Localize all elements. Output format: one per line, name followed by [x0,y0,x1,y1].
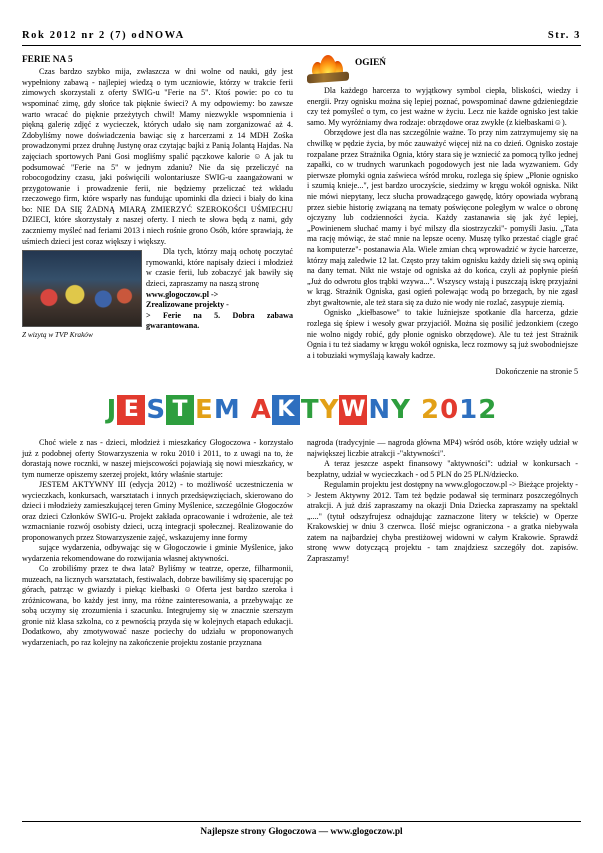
article-jestem-aktywny-left [22,438,293,648]
banner-jestem-aktywny-2012 [22,390,581,430]
banner-letter: T [166,395,194,425]
ferie-paragraph-2: Dla tych, którzy mają ochotę poczytać rymowanki, które napisały dzieci i młodzież w czasie ferii, lub zobaczyć jak bawiły się dzieci, zapraszamy na naszą stronę [146,247,293,289]
banner-letter: 2 [478,395,497,426]
website-link-line-3[interactable]: > Ferie na 5. Dobra zabawa gwarantowana. [146,310,293,331]
ogien-paragraph-1: Dla każdego harcerza to wyjątkowy symbol ciepła, bliskości, wiedzy i energii. Przy ognisku można się lepiej poznać, powspominać dawne gdzieniegdzie czy też pomyśleć o tym, co jest ważne w życiu. Lecz nie każde ognisko jest takie samo. My wyróżniamy dwa rodzaje: obrzędowe oraz zwykłe (z kiełbaskami☺). [307,86,578,127]
aktywny-right-paragraph-3: Regulamin projektu jest dostępny na www.glogoczow.pl -> Bieżące projekty -> Jestem Aktywny 2012. Tam też będzie podawał się terminarz poszczególnych atrakcji. A już dziś zapraszamy na okazji Dnia Dziecka zapraszamy na spektakl „...." (tytuł odszyfrujesz odnajdując zaznaczone litery w tekście) w Operze Krakowskiej w dniu 3 czerwca. Ilość miejsc ograniczona - a gratka niebywała zatem na najbardziej chyba prestiżowej widowni w całym Krakowie. Sprawdź stronę www dotyczącą projektu - tam znajdziesz szczegóły dot. zapisów. Zapraszamy! [307,480,578,563]
banner-letter: S [146,395,166,426]
page-footer [22,821,581,837]
website-link-line-1[interactable]: www.glogoczow.pl -> [146,289,219,299]
banner-letter: J [106,395,117,426]
banner-letter: 2 [420,395,440,426]
photo-tvp-krakow [22,250,142,327]
banner-letter: 0 [440,395,459,426]
banner-letter: Y [319,395,339,426]
article-ferie-na-5 [22,54,293,378]
article-title-ferie: FERIE NA 5 [22,55,73,65]
banner-letter: E [117,395,145,425]
aktywny-right-paragraph-1: nagroda (tradycyjnie — nagroda główna MP4) wśród osób, które wzięły udział w największej liczbie atrakcji -"aktywności". [307,438,578,458]
banner-letter: E [195,395,213,426]
banner-letter: Y [391,395,410,426]
article-title-ogien: OGIEŃ [355,58,386,68]
issue-info: Rok 2012 nr 2 (7) odNOWA [22,30,185,41]
footer-website[interactable]: Najlepsze strony Głogoczowa — www.glogoczow.pl [200,827,403,837]
article-jestem-aktywny-right [307,438,578,648]
ogien-paragraph-3: Ognisko „kiełbasowe" to takie luźniejsze spotkanie dla harcerza, gdzie rozlega się śpiew i wesoły gwar przyjaciół. Można się posilić jedzonkiem (czego nie wolno nigdy robić, gdy płonie ognisko obrzędowe). Ale tu też jest Strażnik Ognia i tu też siadamy w kręgu wokół ogniska, lecz rozmowy są już swobodniejsze a i tobuziaki wymyślają kawały kadrze. [307,308,578,360]
banner-letter: 1 [459,395,478,426]
page-number: Str. 3 [547,30,581,41]
bottom-columns [22,438,581,648]
banner-letter: M [213,395,240,426]
aktywny-paragraph-2: JESTEM AKTYWNY III (edycja 2012) - to możliwość uczestniczenia w wycieczkach, konkursach, warsztatach i innych przedsięwzięciach, skierowano do dzieci i młodzieży zamieszkującej teren Gminy Myślenice, szczególnie Głogoczów oraz dzieci Członków SWIG-u. Projekt zakłada opracowanie i wdrożenie, ale też wzmacnianie rozwój osobisty dzieci, uczą integracji społecznej. Realizowanie do proponowanych przez Stowarzyszenie zajęć, wskazujemy inne formy [22,480,293,542]
aktywny-right-paragraph-2: A teraz jeszcze aspekt finansowy "aktywności": udział w konkursach - bezpłatny, udział w wycieczkach - od 5 PLN do 25 PLN/dziecko. [307,459,578,479]
banner-letter: W [339,395,367,425]
page-header [22,0,581,45]
photo-block [22,250,140,340]
header-divider [22,45,581,46]
ferie-paragraph-1: Czas bardzo szybko mija, zwłaszcza w dni wolne od nauki, gdy jest wypełniony zabawą - najlepiej wiedzą o tym uczniowie, którzy w trakcie ferii zimowych skorzystali z oferty SWIG-u "Ferie na 5". Ktoś powie: po co tu wspominać zimę, gdy słońce tak pięknie świeci? A my odpowiemy: bo zawsze warto wracać do pięknie przeżytych chwil! Mamy niezwykle wspomnienia i piękną galerię zdjęć z wycieczek, których udało się nam zorganizować aż 4. Zdobyliśmy nowe doświadczenia bawiąc się z harcerzami z 14 MDH Zośka prowadzonymi przez druhnę Justynę oraz czytając bajki z Panią Jolantą Hajdas. Na zajęciach sportowych Pani Gosi mogliśmy spalić pączkowe kalorie ☺ A jak tu podsumować "Ferie na 5" w jednym zdaniu? Nie da się przeliczyć na robocogodziny czasu, jaki poświęcili wolontariusze SWIG-u zaangażowani w przygotowanie i prowadzenie ferii, nie będziemy przeliczać też wkładu rzeczowego firm, które wsparły nas fundując upominki dla dzieci i biały do kina bo: NIE DA SIĘ ŻADNĄ MIARĄ ZMIERZYĆ SZEROKOŚCI UŚMIECHU DZIECI, które skorzystały z naszej oferty. I niech te słowa będą z nami, gdy zaczniemy myśleć nad feriami 2013 i niech rośnie grono Osób, które sprawiają, że uśmiech dzieci jest coraz większy i większy. [22,67,293,246]
website-link-line-2[interactable]: Zrealizowane projekty - [146,300,229,310]
aktywny-paragraph-1: Choć wiele z nas - dzieci, młodzież i mieszkańcy Głogoczowa - korzystało już z podobnej oferty Stowarzyszenia w roku 2010 i 2011, to z uwagi na to, że dorastają nowe rocznki, w naszej miejscowości pojawiają się nowi mieszkańcy, w tym numerze opiszemy szerzej projekt, który właśnie startuje: [22,438,293,479]
continuation-note: Dokończenie na stronie 5 [495,367,578,377]
banner-letter: N [368,395,391,426]
aktywny-paragraph-3: sujące wydarzenia, odbywając się w Głogoczowie i gminie Myślenice, jako wydarzenia rekomendowane do rozwijania własnej aktywności. [22,543,293,563]
ogien-paragraph-2: Obrzędowe jest dla nas szczególnie ważne. To przy nim zatrzymujemy się na chwilkę w pędzie życia, by móc zauważyć więcej niż na co dzień. Ognisko zostaje rozpalane przez Strażnika Ognia, który stara się je wzniecić za pomocą tylko jednej zapałki, co w trudnych warunkach pogodowych jest nie lada wyzwaniem. Gdy pierwsze płomyki ognia zaświeca wśród mroku, rozlega się śpiew „Płonie ognisko i szumią knieje...", jest bardzo uroczyście, siedzimy w kręgu wokół ogniska. Nikt nie mówi niepytany, lecz słucha prowadzącego gawędę, który opowiada wybraną przez siebie historię związaną na tematy poświęcone poległym w walce o obronę ojczyzny lub codzienności życia. Każdy zastanawia się jak żyć lepiej, „Powinienem słuchać mamy i być milszy dla siostrzyczki"- pomyśli Jasiu. „Tata ma rację mówiąc, że stać mnie na lepsze oceny. Muszę tylko przestać ciągle grać na komputerze"- postanawia Ala. Wiele zmian chcą wprowadzić w życie harcerze, którzy mają zaledwie 12 lat. Często przy takim ognisku każdy dzieli się swą opinią na dany temat. Nikt nie wstaje od ogniska aż do końca, czyli aż popłynie pieśń „Już do odwrotu głos trąbki wzywa...". Wszyscy wstają i puszczają iskrę przyjaźni w krąg. Strażnik Ogniska, gasi ogień polewając wodą po brzegach, by nie zgasł zbyt gwałtownie, ale też stara się za dużo nie wody nie rozlać, zasypuje ziemią. [307,128,578,307]
campfire-icon [307,54,349,84]
banner-letter: T [300,395,319,426]
article-ogien [307,54,578,378]
photo-caption: Z wizytą w TVP Kraków [22,330,93,340]
footer-divider [22,821,581,822]
top-columns [22,54,581,378]
aktywny-paragraph-4: Co zrobiliśmy przez te dwa lata? Byliśmy w teatrze, operze, filharmonii, muzeach, na licznych warsztatach, festiwalach, dobrze bawiliśmy się spacerując po górach, patrząc w gwiazdy i piekąc kiełbaski ☺ Oferta jest bardzo szeroka i zróżnicowana, bo każdy jest inny, ma różne zainteresowania, a przebywając ze sobą uczymy się zrozumienia i szacunku. Integrujemy się w znacznie szerszym gronie niż klasa szkolna, co z pewnością przyda się w kolejnych etapach edukacji. Dodatkowo, aby zmotywować nasze pociechy do udziału w proponowanych wydarzeniach, po raz kolejny na zakończenie projektu zostanie przyznana [22,564,293,647]
banner-letter: K [272,395,300,425]
ogien-header [307,54,578,84]
banner-letter: A [250,395,271,426]
